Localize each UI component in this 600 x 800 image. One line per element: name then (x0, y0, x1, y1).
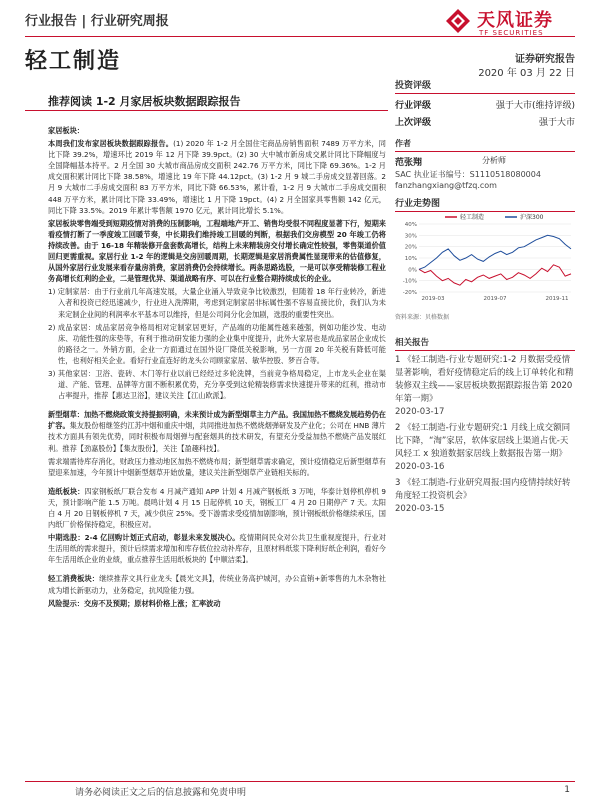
chart-legend-label: 沪深300 (520, 214, 544, 221)
body-text: 继续推荐文具行业龙头【晨光文具】，传统业务高护城河，办公直销+新零售的九木杂物社成为增长新驱动力，业务稳定，抗风险能力强。 (48, 574, 386, 595)
body-lead: 中期选股：2-4 亿回购计划正式启动，彰显未来发展决心。 (48, 533, 240, 543)
related-reports (395, 336, 575, 519)
body-paragraph: 需求端需待库存消化，财政压力推动地区加热不燃烧布局；新型烟草需求确定，预计疫情稳定后新型烟草有望迎来加速，今年预计中烟新型烟草开始放量，建议关注新型烟草产业链相关标的。 (48, 456, 386, 477)
body-lead: 新型烟草：加热不燃烧政策支持提振明确，未来预计成为新型烟草主力产品。我国加热不燃烧发展趋势仍在扩容。 (48, 410, 386, 431)
body-text: 集友股份相继签约江苏中烟和重庆中烟，共同推进加热不燃烧烟弹研发及产业化；公司在 HNB 薄片技术方面具有领先优势，同时积极布局烟弹与配套烟具的技术研发，有望充分受益加热不燃烧产品发展红利。推荐【劲嘉股份】【集友股份】，关注【盈趣科技】。 (48, 421, 386, 453)
report-body (48, 125, 386, 611)
trend-heading: 行业走势图 (395, 196, 575, 212)
body-section-heading: 家居板块： (48, 126, 84, 135)
analyst-role: 分析师 (482, 156, 507, 165)
header-divider (25, 36, 575, 37)
chart-y-tick-label: 30% (404, 233, 417, 240)
related-report-date: 2020-03-17 (395, 407, 445, 417)
chart-y-tick-label: 40% (404, 222, 417, 228)
body-list-item: 1) 定制家居：由于行业前几年高速发展，大量企业涌入导致竞争比较激烈，但随着 18 年行业转冷，新进入者和投资已经迅速减少，行业进入洗牌期，考虑到定制家居非标属性强不容易直接比价，我们认为未来定制企业间的利润率水平基本可以维持，但是公司间分化会加剧，选股的重要性突出。 (48, 287, 386, 319)
body-text: 四家钢板纸厂联合发布 4 月减产通知 APP 计划 4 月减产钢板纸 3 万吨，华泰计划停机停机 9 天，预计影响产能 1.5 万吨。晨鸣计划 4 月 15 日起停机 10 天，钢板工厂 4 月 20 日期停产 7 天。太阳白 4 月 20 日钢板停机 7 天，减少供应 25%。受下游需求受疫情加剧影响，预计钢板纸价格继续承压，国内纸厂价格保持稳定，积极应对。 (48, 486, 386, 530)
chart-x-tick-label: 2019-07 (483, 296, 507, 302)
chart-y-tick-label: -10% (402, 278, 417, 285)
rating-key: 上次评级 (395, 118, 432, 128)
rating-heading: 投资评级 (395, 78, 575, 94)
chart-series-line (419, 265, 571, 285)
footer-divider (25, 781, 575, 782)
rating-row (395, 115, 575, 128)
related-report-title: 1 《轻工制造-行业专题研究:1-2 月数据受疫情显著影响，看好疫情稳定后的线上订单转化和精装修双主线——家居板块数据跟踪报告第 2020 年第一期》 (395, 355, 574, 404)
body-lead: 轻工消费板块： (48, 574, 100, 584)
risk-note: 风险提示：交房不及预期；原材料价格上涨；汇率波动 (48, 598, 221, 608)
analyst-email[interactable]: fanzhangxiang@tfzq.com (395, 181, 497, 190)
rating-value: 强于大市(维持评级) (495, 101, 575, 111)
report-category: 证券研究报告 (515, 54, 575, 65)
chart-y-tick-label: -20% (402, 290, 417, 296)
rating-value: 强于大市 (538, 118, 575, 128)
body-list-item: 3) 其他家居：卫浴、瓷砖、木门等行业以前已经经过多轮洗牌，当前竞争格局稳定，上市龙头企业在渠道、产能、管理、品牌等方面不断积累优势，充分享受到这轮精装修需求快速提升带来的红利，推动市占率提升，推荐【惠达卫浴】，建议关注【江山欧派】。 (48, 368, 386, 401)
body-paragraph (48, 532, 386, 565)
logo-name-cn: 天风证券 (477, 10, 553, 31)
body-text: (1) 2020 年 1-2 月全国住宅商品房销售面积 7489 万平方米，同比下降 39.2%，增速环比 2019 年 12 月下降 39.9pct。(2) 30 大中城市新房成交累计同比下降幅度与全国降幅基本持平。2 月全国 30 大城市商品房成交面积 242.76 万平方米，同比下降 69.36%。1-2 月成交面积累计同比下降 38.58%，增速比 19 年下降 44.12pct。(3) 1-2 月 9 城二手房成交显著回落。2 月 9 大城市二手房成交面积 83 万平方米，同比下降 66.53%，累计看，1-2 月 9 大城市二手房成交面积 448 万平方米，累计同比下降 33.49%，增速比 1 月下降 19pct。(4) 2 月全国家具零售额 142 亿元，同比下降 33.5%。2019 年累计零售额 1970 亿元，累计同比增长 5.1%。 (48, 139, 386, 215)
chart-legend-label: 轻工制造 (460, 214, 485, 221)
analyst-cert: SAC 执业证书编号：S1110518080004 (395, 170, 541, 179)
chart-y-tick-label: 20% (404, 244, 417, 251)
rating-key: 行业评级 (395, 101, 432, 111)
body-paragraph (48, 409, 386, 453)
related-report-item[interactable] (395, 354, 575, 419)
page-number: 1 (564, 785, 570, 795)
body-text: 疫情期间民众对公共卫生重视度提升，行业对生活用纸的需求提升，预计后续需求增加和库存低位拉动补库存，且原材料纸浆下降利好纸企利润，看好今年生活用纸企业的业绩，重点推荐生活用纸板块的【中顺洁柔】。 (48, 533, 386, 565)
body-paragraph-bold: 家居板块零售端受到短期疫情对消费的压制影响，工程端地产开工、销售均受很不同程度显著下行，短期来看疫情打断了一季度竣工回暖节奏，中长期我们维持竣工回暖的判断，根据我们交房模型 20 年竣工仍将持续改善。由于 16-18 年精装修开盘套数高增长，结构上未来精装房交付增长确定性较强，零售渠道价值回归更需重视。家居行业 1-2 年的逻辑是交房回暖周期，长期逻辑是家居消费属性显现带来的估值修复，从国外家居行业发展来看存量房消费，家居消费仍会持续增长。两条思路选股，一是可以享受精装修工程业务高增长红利的企业，二是管理优异、渠道战略有序、可以在行业整合期持续成长的企业。 (48, 218, 386, 284)
body-list-item: 2) 成品家居：成品家居竞争格局相对定制家居更好，产品端的功能属性越来越强，例如功能沙发、电动床、功能性强的床垫等，有利于推动研发能力强的企业集中度提升，此外大家居也是成品家居企业成长的路径之一。外销方面，企业一方面通过在国外设厂降低关税影响，另一方面 20 年关税有降低可能性，也利好相关企业。看好行业直连好的龙头公司顾家家居、敏华控股、梦百合等。 (48, 322, 386, 365)
rating-row (395, 98, 575, 111)
report-date: 2020 年 03 月 22 日 (478, 68, 575, 79)
rating-panel (395, 78, 575, 128)
related-report-item[interactable] (395, 422, 575, 474)
analyst-name: 范张翔 (395, 158, 423, 168)
body-lead: 本周我们发布家居板块数据跟踪报告。 (48, 139, 174, 149)
chart-x-tick-label: 2019-03 (421, 296, 445, 302)
chart-x-tick-label: 2019-11 (545, 296, 569, 302)
body-paragraph (48, 573, 386, 595)
page-title: 轻工制造 (25, 49, 122, 74)
chart-source: 资料来源：贝格数据 (395, 314, 450, 321)
subtitle-divider (25, 110, 388, 111)
analyst-heading: 作者 (395, 138, 575, 152)
company-logo (445, 6, 575, 40)
related-heading: 相关报告 (395, 336, 575, 351)
chart-y-tick-label: 10% (404, 256, 417, 262)
body-lead: 造纸板块： (48, 486, 85, 496)
chart-series-line (419, 235, 571, 269)
related-report-title: 2 《轻工制造-行业专题研究:1 月线上成交额同比下降，“淘”家居，软体家居线上渠道占优-天风轻工 x 独道数据家居线上数据报告第一期》 (395, 423, 571, 459)
related-report-title: 3 《轻工制造-行业研究周报:国内疫情持续好转角度轻工投资机会》 (395, 478, 571, 501)
trend-chart (395, 212, 575, 307)
chart-y-tick-label: 0% (408, 267, 417, 274)
footer-disclaimer: 请务必阅读正文之后的信息披露和免责申明 (75, 788, 247, 798)
body-paragraph (48, 486, 386, 530)
related-report-item[interactable] (395, 477, 575, 516)
report-subtitle: 推荐阅读 1-2 月家居板块数据跟踪报告 (48, 95, 241, 108)
related-report-date: 2020-03-15 (395, 504, 445, 514)
logo-name-en: TF SECURITIES (479, 29, 544, 37)
related-report-date: 2020-03-16 (395, 462, 445, 472)
report-section-label: 行业报告 | 行业研究周报 (25, 14, 169, 29)
analyst-panel (395, 138, 575, 190)
logo-mark-icon (445, 8, 471, 34)
body-paragraph (48, 138, 386, 216)
